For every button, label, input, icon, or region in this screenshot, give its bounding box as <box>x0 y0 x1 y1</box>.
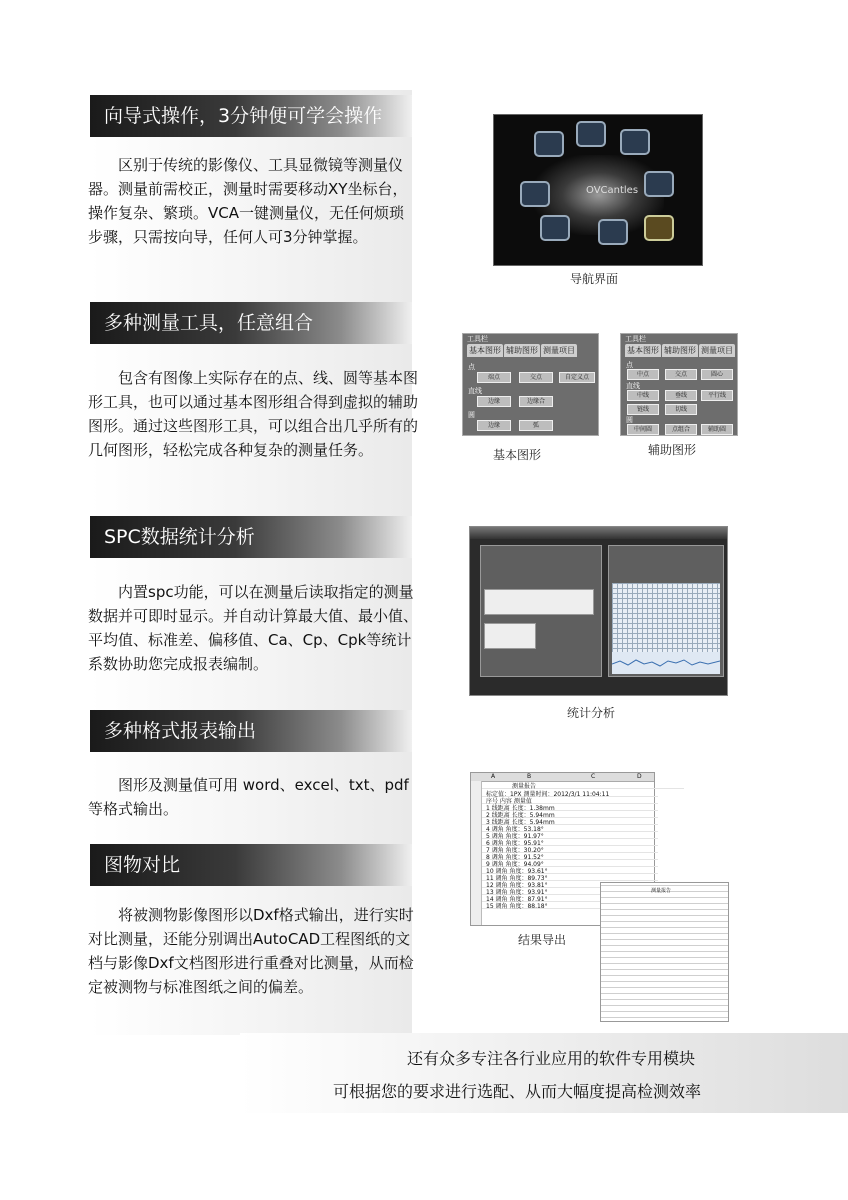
tab-aux: 辅助图形 <box>664 346 696 355</box>
tool-button: 边缘 <box>477 420 511 431</box>
row-label: 点 <box>468 363 475 371</box>
xls-row: 8 调角 角度：91.52° <box>482 852 658 860</box>
nav-tile-icon <box>534 131 564 157</box>
tool-button: 交点 <box>519 372 553 383</box>
xls-row: 13 调角 角度：93.91° <box>482 887 658 895</box>
bottom-line-1: 还有众多专注各行业应用的软件专用模块 <box>407 1049 696 1068</box>
nav-tile-icon <box>598 219 628 245</box>
section-paragraph-report <box>88 773 418 821</box>
tool-button: 垂线 <box>665 390 697 401</box>
tool-button: 边缘合 <box>519 396 553 407</box>
nav-tile-icon <box>644 171 674 197</box>
tool-button: 中线 <box>627 390 659 401</box>
tool-button: 中间圆 <box>627 424 659 435</box>
row-label: 圆 <box>468 411 475 419</box>
xls-col-b: B <box>527 773 532 780</box>
tool-button: 端点 <box>477 372 511 383</box>
row-label: 直线 <box>626 382 640 390</box>
row-label: 点 <box>626 361 633 369</box>
paragraph-text: 图形及测量值可用 word、excel、txt、pdf等格式输出。 <box>88 776 409 818</box>
tool-button: 链线 <box>627 404 659 415</box>
xls-row: 14 调角 角度：87.91° <box>482 894 658 902</box>
tab-basic: 基本图形 <box>627 346 659 355</box>
tool-button: 中点 <box>627 369 659 380</box>
xls-row: 3 线距离 长度：5.94mm <box>482 817 658 825</box>
paragraph-text: 区别于传统的影像仪、工具显微镜等测量仪器。测量前需校正，测量时需要移动XY坐标台，操作复杂、繁琐。VCA一键测量仪，无任何烦琐步骤，只需按向导，任何人可3分钟掌握。 <box>88 156 408 246</box>
nav-tile-icon <box>620 129 650 155</box>
caption-spc: 统计分析 <box>567 706 616 720</box>
nav-tile-icon <box>520 181 550 207</box>
xls-col-d: D <box>637 773 642 780</box>
spc-list <box>484 589 594 615</box>
paragraph-text: 包含有图像上实际存在的点、线、圆等基本图形工具，也可以通过基本图形组合得到虚拟的辅助图形。通过这些图形工具，可以组合出几乎所有的几何图形，轻松完成各种复杂的测量任务。 <box>88 369 419 459</box>
spc-chart-line <box>612 660 720 666</box>
xls-row: 10 调角 角度：93.61° <box>482 866 658 874</box>
xls-row: 9 调角 角度：94.09° <box>482 859 658 867</box>
tool-button: 平行线 <box>701 390 733 401</box>
xls-row: 6 调角 角度：95.91° <box>482 838 658 846</box>
tab-items: 测量项目 <box>543 346 575 355</box>
xls-row: 5 调角 角度：91.97° <box>482 831 658 839</box>
xls-row: 1 线距离 长度：1.38mm <box>482 803 658 811</box>
xls-row: 序号 内容 测量值 <box>482 796 658 804</box>
export-report <box>600 882 729 1022</box>
xls-row: 15 调角 角度：88.18° <box>482 901 658 909</box>
section-title-compare: 图物对比 <box>90 844 412 886</box>
report-title: 测量报告 <box>651 888 672 894</box>
caption-nav: 导航界面 <box>570 272 619 286</box>
row-label: 直线 <box>468 387 482 395</box>
row-label: 圆 <box>626 416 633 424</box>
xls-col-a: A <box>491 773 496 780</box>
tool-button: 交点 <box>665 369 697 380</box>
section-title-report: 多种格式报表输出 <box>90 710 412 752</box>
xls-title: 测量报告 <box>482 781 684 789</box>
spc-chart-svg <box>612 652 720 674</box>
xls-row: 标定值：1PX 测量时间：2012/3/1 11:04:11 <box>482 789 658 797</box>
toolbar-tabs <box>625 344 736 357</box>
bottom-line-2: 可根据您的要求进行选配、从而大幅度提高检测效率 <box>333 1082 702 1101</box>
tool-button: 弧 <box>519 420 553 431</box>
section-paragraph-wizard <box>88 153 418 249</box>
tool-button: 点组合 <box>665 424 697 435</box>
nav-tile-icon <box>576 121 606 147</box>
tool-button: 圆心 <box>701 369 733 380</box>
paragraph-text: 将被测物影像图形以Dxf格式输出，进行实时对比测量，还能分别调出AutoCAD工程图纸的文档与影像Dxf文档图形进行重叠对比测量，从而检定被测物与标准图纸之间的偏差。 <box>88 906 414 996</box>
aux-toolbar-screenshot <box>620 333 738 436</box>
section-paragraph-spc <box>88 580 418 676</box>
xls-row-numbers <box>471 781 482 925</box>
xls-row: 4 调角 角度：53.18° <box>482 824 658 832</box>
tab-basic: 基本图形 <box>469 346 501 355</box>
tool-button: 自定义点 <box>559 372 595 383</box>
nav-tile-icon <box>644 215 674 241</box>
spc-chart <box>612 652 720 674</box>
nav-logo: OVCantles <box>586 185 639 196</box>
section-title-tools: 多种测量工具，任意组合 <box>90 302 412 344</box>
nav-tile-icon <box>540 215 570 241</box>
tab-aux: 辅助图形 <box>506 346 538 355</box>
xls-col-c: C <box>591 773 596 780</box>
tab-items: 测量项目 <box>701 346 733 355</box>
section-paragraph-tools <box>88 366 418 462</box>
paragraph-text: 内置spc功能，可以在测量后读取指定的测量数据并可即时显示。并自动计算最大值、最小值、平均值、标准差、偏移值、Ca、Cp、Cpk等统计系数协助您完成报表编制。 <box>88 583 419 673</box>
spc-titlebar <box>470 527 727 539</box>
spc-screenshot <box>469 526 728 696</box>
xls-row: 2 线距离 长度：5.94mm <box>482 810 658 818</box>
basic-toolbar-screenshot <box>462 333 599 436</box>
toolbar-title: 工具栏 <box>467 335 488 343</box>
caption-basic: 基本图形 <box>493 448 542 462</box>
toolbar-title: 工具栏 <box>625 335 646 343</box>
tool-button: 切线 <box>665 404 697 415</box>
caption-aux: 辅助图形 <box>648 443 697 457</box>
section-title-wizard: 向导式操作，3分钟便可学会操作 <box>90 95 412 137</box>
spc-list-small <box>484 623 536 649</box>
navigation-screenshot <box>493 114 703 266</box>
section-paragraph-compare <box>88 903 418 999</box>
tool-button: 边缘 <box>477 396 511 407</box>
toolbar-tabs <box>467 344 578 357</box>
xls-row: 7 调角 角度：30.20° <box>482 845 658 853</box>
section-title-spc: SPC数据统计分析 <box>90 516 412 558</box>
caption-export: 结果导出 <box>518 933 567 947</box>
xls-row: 11 调角 角度：89.73° <box>482 873 658 881</box>
xls-row: 12 调角 角度：93.81° <box>482 880 658 888</box>
tool-button: 辅助圆 <box>701 424 733 435</box>
